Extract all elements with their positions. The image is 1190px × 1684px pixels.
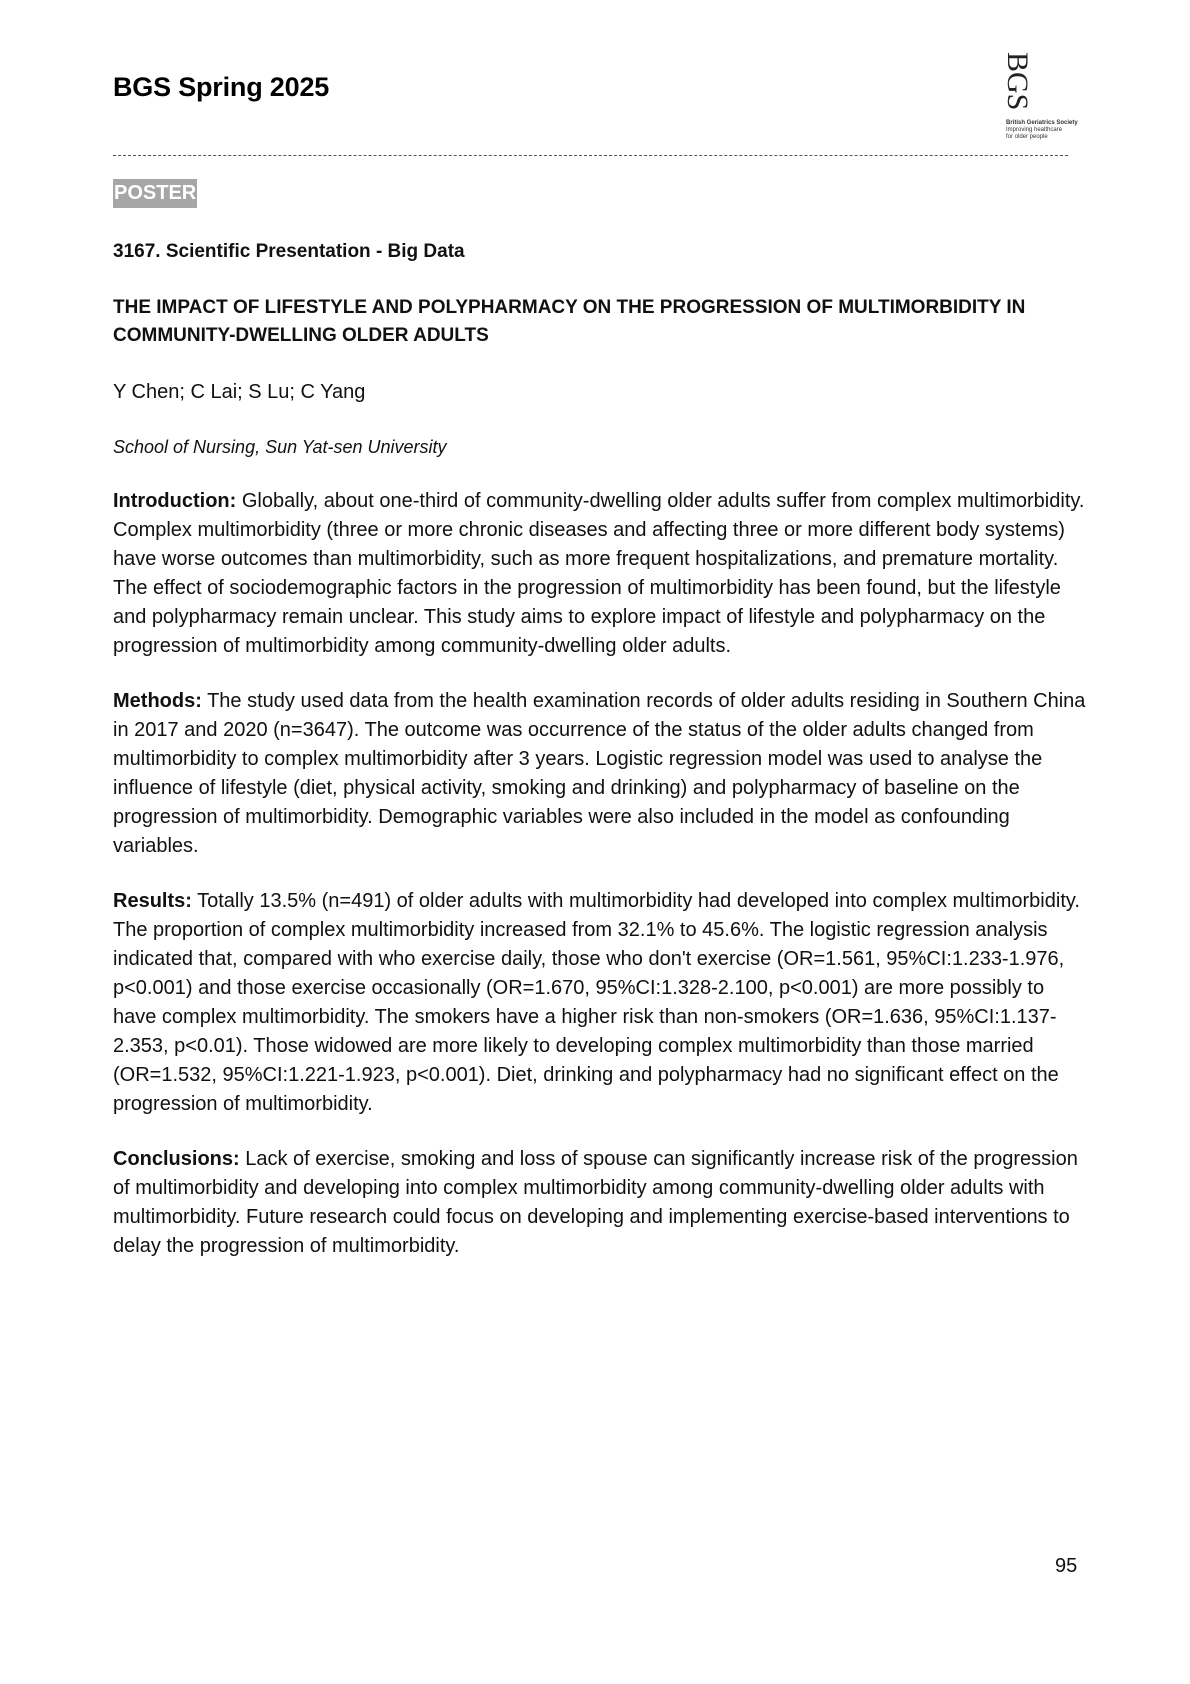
introduction-label: Introduction: (113, 490, 237, 512)
header-separator (113, 155, 1068, 156)
introduction-section (113, 487, 1088, 661)
bgs-monogram-icon (1002, 50, 1036, 118)
session-heading: 3167. Scientific Presentation - Big Data (113, 241, 465, 262)
conclusions-text: Lack of exercise, smoking and loss of spouse can significantly increase risk of the progression of multimorbidity and developing into complex multimorbidity among community-dwelling older adults with multimorbidity. Future research could focus on developing and implementing exercise-based interventions to delay the progression of multimorbidity. (113, 1148, 1078, 1257)
bgs-logo (996, 50, 1076, 145)
logo-tagline-1: Improving healthcare (1006, 127, 1063, 133)
affiliation: School of Nursing, Sun Yat-sen University (113, 437, 447, 457)
conference-title: BGS Spring 2025 (113, 72, 330, 102)
conclusions-label: Conclusions: (113, 1148, 240, 1170)
bgs-logo-text (1006, 120, 1078, 141)
methods-label: Methods: (113, 690, 202, 712)
svg-text:BGS: BGS (1002, 52, 1034, 111)
results-label: Results: (113, 890, 192, 912)
methods-section (113, 687, 1088, 861)
page-number: 95 (1055, 1555, 1078, 1577)
abstract-body (113, 238, 1093, 1261)
author-list: Y Chen; C Lai; S Lu; C Yang (113, 381, 366, 403)
poster-badge: POSTER (113, 179, 197, 208)
conclusions-section (113, 1145, 1088, 1261)
methods-text: The study used data from the health examination records of older adults residing in Southern China in 2017 and 2020 (n=3647). The outcome was occurrence of the status of the older adults changed from multimorbidity to complex multimorbidity after 3 years. Logistic regression model was used to analyse the influence of lifestyle (diet, physical activity, smoking and drinking) and polypharmacy of baseline on the progression of multimorbidity. Demographic variables were also included in the model as confounding variables. (113, 690, 1086, 857)
logo-tagline-2: for older people (1006, 134, 1048, 140)
abstract-title: THE IMPACT OF LIFESTYLE AND POLYPHARMACY ON THE PROGRESSION OF MULTIMORBIDITY IN COMMUNITY-DWELLING OLDER ADULTS (113, 297, 1026, 346)
introduction-text: Globally, about one-third of community-dwelling older adults suffer from complex multimorbidity. Complex multimorbidity (three or more chronic diseases and affecting three or more different body systems) have worse outcomes than multimorbidity, such as more frequent hospitalizations, and premature mortality. The effect of sociodemographic factors in the progression of multimorbidity has been found, but the lifestyle and polypharmacy remain unclear. This study aims to explore impact of lifestyle and polypharmacy on the progression of multimorbidity among community-dwelling older adults. (113, 490, 1085, 657)
logo-org-name: British Geriatrics Society (1006, 120, 1078, 126)
results-text: Totally 13.5% (n=491) of older adults with multimorbidity had developed into complex multimorbidity. The proportion of complex multimorbidity increased from 32.1% to 45.6%. The logistic regression analysis indicated that, compared with who exercise daily, those who don't exercise (OR=1.561, 95%CI:1.233-1.976, p<0.001) and those exercise occasionally (OR=1.670, 95%CI:1.328-2.100, p<0.001) are more possibly to have complex multimorbidity. The smokers have a higher risk than non-smokers (OR=1.636, 95%CI:1.137-2.353, p<0.01). Those widowed are more likely to developing complex multimorbidity than those married (OR=1.532, 95%CI:1.221-1.923, p<0.001). Diet, drinking and polypharmacy had no significant effect on the progression of multimorbidity. (113, 890, 1080, 1115)
results-section (113, 887, 1088, 1119)
bgs-logo-mark-icon (1002, 50, 1036, 118)
